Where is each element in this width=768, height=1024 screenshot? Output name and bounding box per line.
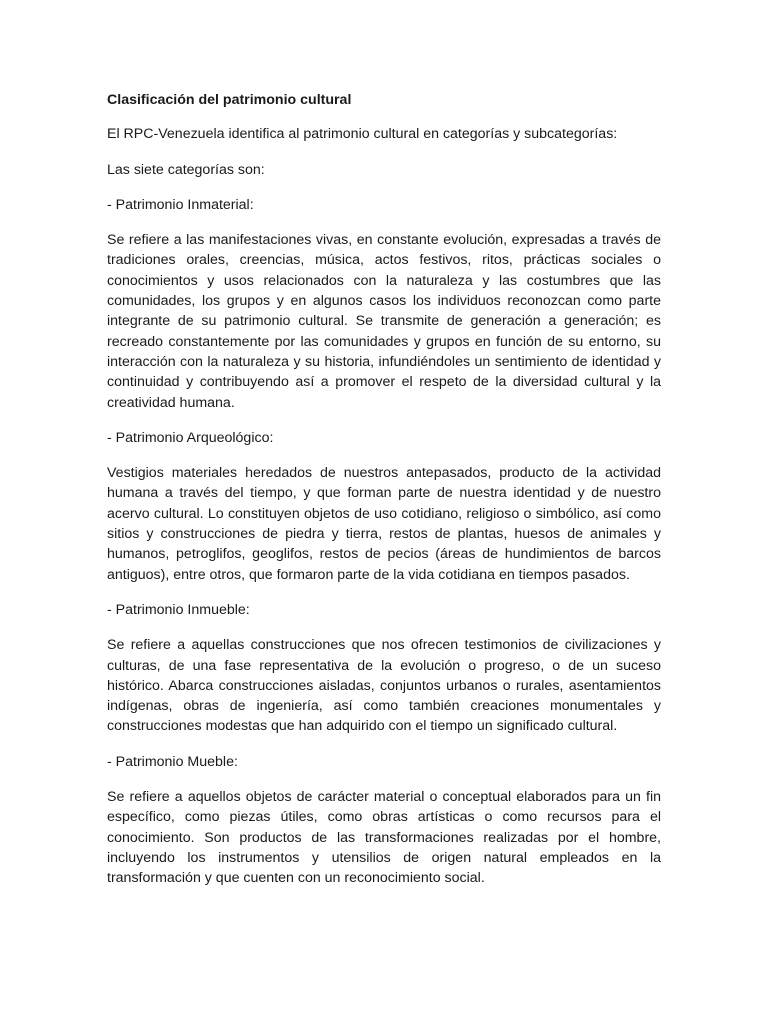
intro-paragraph: El RPC-Venezuela identifica al patrimonio cultural en categorías y subcategorías: <box>107 126 618 143</box>
section-body-arqueologico: Vestigios materiales heredados de nuestros antepasados, producto de la actividad humana a través del tiempo, y que forman parte de nuestra identidad y de nuestro acervo cultural. Lo constituyen objetos de uso cotidiano, religioso o simbólico, así como sitios y construcciones de piedra y tierra, restos de plantas, huesos de animales y humanos, petroglifos, geoglifos, restos de pecios (áreas de hundimientos de barcos antiguos), entre otros, que formaron parte de la vida cotidiana en tiempos pasados. <box>107 465 661 583</box>
section-body-mueble: Se refiere a aquellos objetos de carácter material o conceptual elaborados para un fin específico, como piezas útiles, como obras artísticas o como recursos para el conocimiento. Son productos de las transformaciones realizadas por el hombre, incluyendo los instrumentos y utensilios de origen natural empleados en la transformación y que cuenten con un reconocimiento social. <box>107 789 661 887</box>
section-heading-inmaterial: - Patrimonio Inmaterial: <box>107 196 254 213</box>
section-body-inmaterial: Se refiere a las manifestaciones vivas, en constante evolución, expresadas a través de tradiciones orales, creencias, música, actos festivos, ritos, prácticas sociales o conocimientos y usos relacionados con la naturaleza y las costumbres que las comunidades, los grupos y en algunos casos los individuos reconozcan como parte integrante de su patrimonio cultural. Se transmite de generación a generación; es recreado constantemente por las comunidades y grupos en función de su entorno, su interacción con la naturaleza y su historia, infundiéndoles un sentimiento de identidad y continuidad y contribuyendo así a promover el respeto de la diversidad cultural y la creatividad humana. <box>107 232 661 411</box>
document-content <box>107 90 661 904</box>
categories-intro: Las siete categorías son: <box>107 161 265 178</box>
section-heading-inmueble: - Patrimonio Inmueble: <box>107 601 250 618</box>
section-body-inmueble: Se refiere a aquellas construcciones que nos ofrecen testimonios de civilizaciones y culturas, de una fase representativa de la evolución o progreso, o de un suceso histórico. Abarca construcciones aisladas, conjuntos urbanos o rurales, asentamientos indígenas, obras de ingeniería, así como también creaciones monumentales y construcciones modestas que han adquirido con el tiempo un significado cultural. <box>107 637 661 735</box>
section-heading-arqueologico: - Patrimonio Arqueológico: <box>107 429 274 446</box>
section-heading-mueble: - Patrimonio Mueble: <box>107 753 238 770</box>
document-title: Clasificación del patrimonio cultural <box>107 92 352 108</box>
